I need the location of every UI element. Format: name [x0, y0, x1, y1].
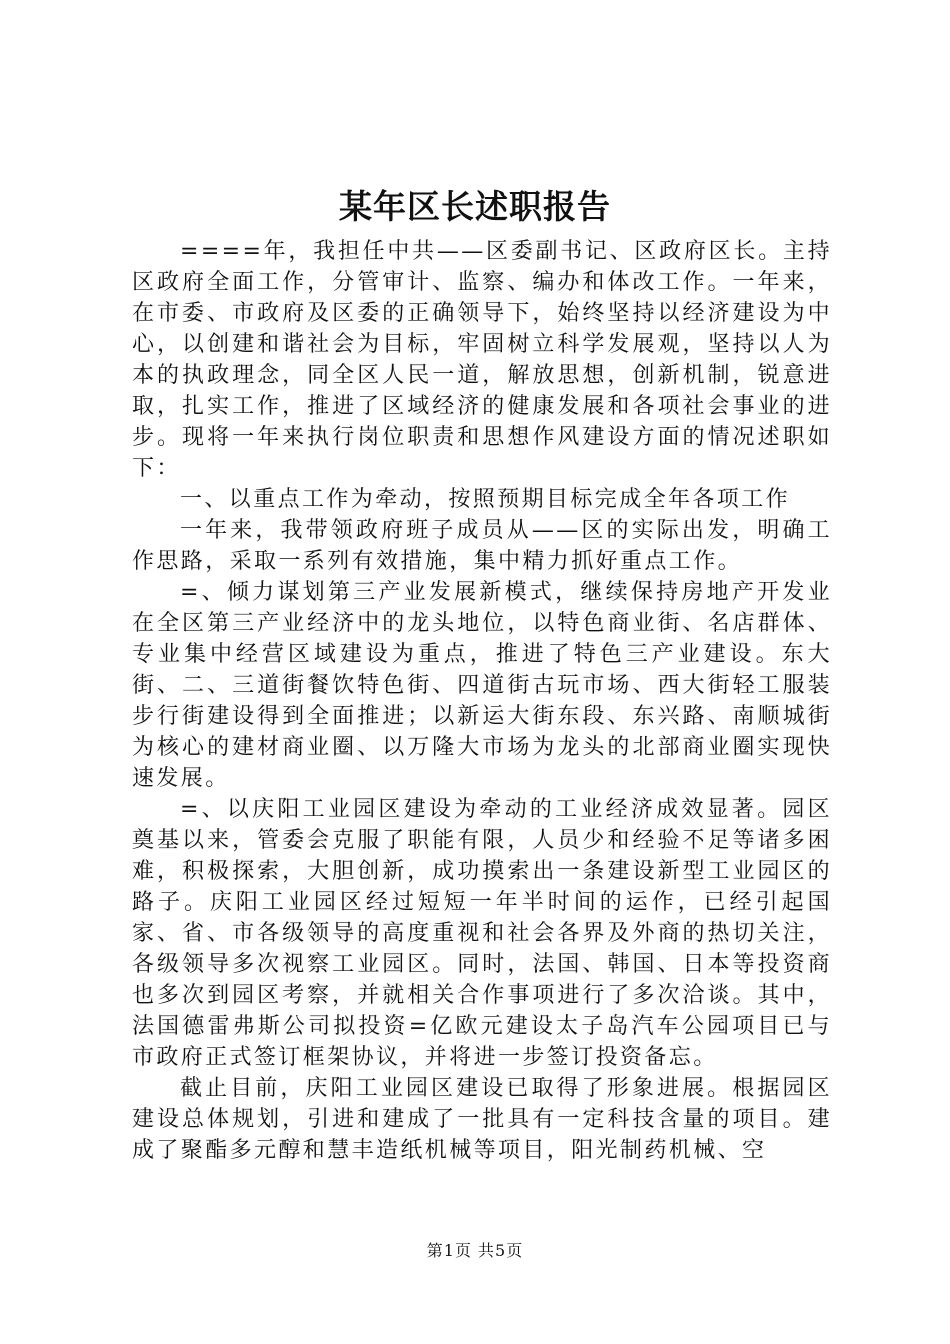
- paragraph-intro: ====年，我担任中共——区委副书记、区政府区长。主持区政府全面工作，分管审计、监察、编办和体改工作。一年来，在市委、市政府及区委的正确领导下，始终坚持以经济建设为中心，以创建和谐社会为目标，牢固树立科学发展观，坚持以人为本的执政理念，同全区人民一道，解放思想，创新机制，锐意进取，扎实工作，推进了区域经济的健康发展和各项社会事业的进步。现将一年来执行岗位职责和思想作风建设方面的情况述职如下：: [132, 239, 832, 481]
- document-body: [132, 236, 832, 1166]
- paragraph-tertiary-industry: =、倾力谋划第三产业发展新模式，继续保持房地产开发业在全区第三产业经济中的龙头地位，以特色商业街、名店群体、专业集中经营区域建设为重点，推进了特色三产业建设。东大街、二、三道街餐饮特色街、四道街古玩市场、西大街轻工服装步行街建设得到全面推进；以新运大街东段、东兴路、南顺城街为核心的建材商业圈、以万隆大市场为龙头的北部商业圈实现快速发展。: [132, 580, 832, 791]
- paragraph-industrial-park: =、以庆阳工业园区建设为牵动的工业经济成效显著。园区奠基以来，管委会克服了职能有限，人员少和经验不足等诸多困难，积极探索，大胆创新，成功摸索出一条建设新型工业园区的路子。庆阳工业园区经过短短一年半时间的运作，已经引起国家、省、市各级领导的高度重视和社会各界及外商的热切关注，各级领导多次视察工业园区。同时，法国、韩国、日本等投资商也多次到园区考察，并就相关合作事项进行了多次洽谈。其中，法国德雷弗斯公司拟投资=亿欧元建设太子岛汽车公园项目已与市政府正式签订框架协议，并将进一步签订投资备忘。: [132, 797, 832, 1070]
- paragraph-overview: 一年来，我带领政府班子成员从——区的实际出发，明确工作思路，采取一系列有效措施，集中精力抓好重点工作。: [132, 518, 832, 574]
- document-title: 某年区长述职报告: [339, 187, 611, 226]
- paragraph-progress: 截止目前，庆阳工业园区建设已取得了形象进展。根据园区建设总体规划，引进和建成了一批具有一定科技含量的项目。建成了聚酯多元醇和慧丰造纸机械等项目，阳光制药机械、空: [132, 1076, 832, 1163]
- section-heading-1: 一、以重点工作为牵动，按照预期目标完成全年各项工作: [180, 487, 791, 512]
- page-number-footer: 第1页 共5页: [426, 1241, 524, 1260]
